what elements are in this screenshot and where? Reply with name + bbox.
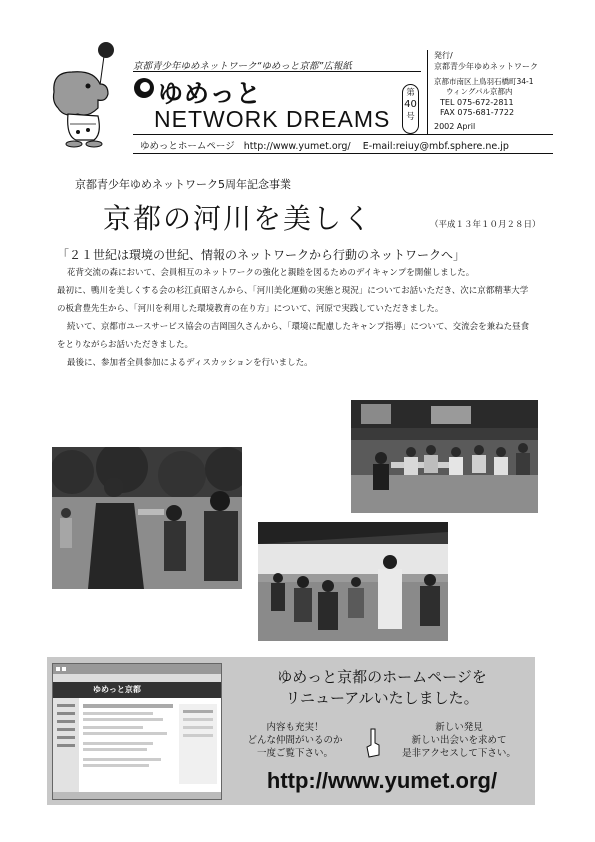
issue-number-badge bbox=[402, 84, 419, 134]
renewal-headline-2: リニューアルいたしました。 bbox=[285, 689, 479, 707]
email-link[interactable]: E-mail:reiuy@mbf.sphere.ne.jp bbox=[362, 141, 509, 152]
masthead-subtitle: 京都青少年ゆめネットワーク“ゆめっと京都”広報紙 bbox=[133, 61, 352, 72]
publisher-address-2: ウィングパル京都内 bbox=[446, 87, 513, 96]
event-organizer: 京都青少年ゆめネットワーク5周年記念事業 bbox=[75, 178, 291, 191]
homepage-link[interactable]: http://www.yumet.org/ bbox=[243, 141, 351, 152]
issue-prefix: 第 bbox=[406, 88, 415, 98]
contact-line bbox=[140, 138, 509, 152]
body-paragraph: 花背交流の森において、会員相互のネットワークの強化と親睦を図るためのデイキャンプを開催しました。 bbox=[67, 268, 475, 278]
article-body bbox=[57, 264, 542, 372]
mascot-balloon-illustration bbox=[48, 42, 128, 152]
article-title: 京都の河川を美しく bbox=[103, 202, 374, 235]
left-line: どんな仲間がいるのか bbox=[247, 735, 343, 746]
body-paragraph: の板倉豊先生から、「河川を利用した環境教育の在り方」について、河原で実践していただきました。 bbox=[57, 304, 444, 314]
publisher-name: 京都青少年ゆめネットワーク bbox=[434, 62, 538, 71]
article-date: （平成１３年１０月２８日） bbox=[430, 220, 541, 230]
screenshot-logo: ゆめっと京都 bbox=[93, 685, 141, 694]
photo-indoor-meeting bbox=[351, 400, 538, 513]
body-paragraph: 続いて、京都市ユースサービス協会の吉岡国久さんから、「環境に配慮したキャンプ指導」について、交流会を兼ねた昼食 bbox=[67, 322, 530, 332]
publisher-tel: TEL 075-672-2811 bbox=[440, 98, 514, 107]
publisher-fax: FAX 075-681-7722 bbox=[440, 108, 515, 117]
publisher-info bbox=[427, 50, 553, 134]
renewal-headline bbox=[232, 667, 532, 709]
publisher-label: 発行/ bbox=[434, 51, 453, 60]
renewal-headline-1: ゆめっと京都のホームページを bbox=[277, 668, 487, 686]
network-dreams-title: NETWORK DREAMS bbox=[154, 106, 391, 132]
homepage-screenshot bbox=[52, 663, 222, 800]
renewal-left-text bbox=[232, 721, 358, 760]
right-line: 新しい出会いを求めて bbox=[411, 735, 507, 746]
issue-number: 40 bbox=[404, 99, 417, 110]
body-paragraph: 最初に、鴨川を美しくする会の杉江貞昭さんから、「河川美化運動の実態と現況」についてお話いただき、次に京都精華大学 bbox=[57, 286, 529, 296]
issue-date: 2002 April bbox=[434, 122, 476, 131]
body-paragraph: 最後に、参加者全員参加によるディスカッションを行いました。 bbox=[67, 358, 313, 368]
right-line: 新しい発見 bbox=[435, 722, 483, 733]
publisher-address-1: 京都市南区上鳥羽石橋町34-1 bbox=[434, 77, 534, 86]
photo-outdoor-lunch bbox=[258, 522, 448, 641]
photo-riverbank-lecture bbox=[52, 447, 242, 589]
right-line: 是非アクセスして下さい。 bbox=[402, 748, 516, 759]
logo-text: ゆめっと bbox=[158, 79, 262, 108]
homepage-label: ゆめっとホームページ bbox=[140, 141, 235, 152]
left-line: 一度ご覧下さい。 bbox=[256, 748, 333, 759]
renewal-right-text bbox=[392, 721, 526, 760]
logo-mark-icon bbox=[133, 77, 155, 99]
pointing-finger-icon bbox=[365, 727, 381, 759]
masthead-bottom-rule bbox=[133, 134, 553, 135]
left-line: 内容も充実！ bbox=[266, 722, 324, 733]
issue-suffix: 号 bbox=[406, 112, 415, 122]
contact-rule bbox=[133, 153, 553, 154]
article-lead: 「２１世紀は環境の世紀、情報のネットワークから行動のネットワークへ」 bbox=[57, 248, 466, 262]
renewal-url-link[interactable]: http://www.yumet.org/ bbox=[266, 768, 498, 793]
body-paragraph: をとりながらお話いただきました。 bbox=[57, 340, 194, 350]
